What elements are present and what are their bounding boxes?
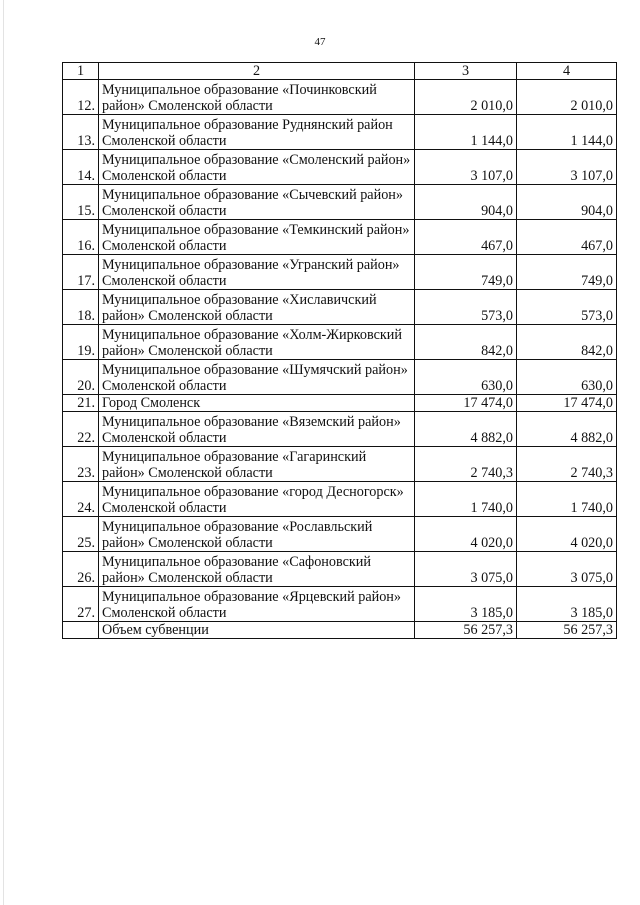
table-row [63, 552, 617, 587]
row-number: 20. [63, 360, 99, 395]
row-col4: 2 740,3 [517, 447, 617, 482]
row-col4: 3 075,0 [517, 552, 617, 587]
row-col4: 1 740,0 [517, 482, 617, 517]
table-body [63, 80, 617, 622]
table-row [63, 395, 617, 412]
row-number: 16. [63, 220, 99, 255]
row-col4: 904,0 [517, 185, 617, 220]
total-label: Объем субвенции [99, 622, 415, 639]
table-row [63, 587, 617, 622]
row-col4: 17 474,0 [517, 395, 617, 412]
row-number: 12. [63, 80, 99, 115]
row-name: Муниципальное образование «Сычевский район» Смоленской области [99, 185, 415, 220]
row-name: Муниципальное образование «Починковский район» Смоленской области [99, 80, 415, 115]
row-name: Муниципальное образование «Смоленский район» Смоленской области [99, 150, 415, 185]
row-col3: 573,0 [415, 290, 517, 325]
row-number: 14. [63, 150, 99, 185]
row-col3: 3 075,0 [415, 552, 517, 587]
row-name: Муниципальное образование «Угранский район» Смоленской области [99, 255, 415, 290]
table-row [63, 220, 617, 255]
row-col3: 2 010,0 [415, 80, 517, 115]
row-col3: 3 185,0 [415, 587, 517, 622]
table-row [63, 185, 617, 220]
table-row [63, 325, 617, 360]
column-header-1: 1 [63, 63, 99, 80]
table-row [63, 412, 617, 447]
row-number: 27. [63, 587, 99, 622]
row-name: Муниципальное образование «Шумячский район» Смоленской области [99, 360, 415, 395]
total-col4: 56 257,3 [517, 622, 617, 639]
row-name: Муниципальное образование «город Десногорск» Смоленской области [99, 482, 415, 517]
row-number: 22. [63, 412, 99, 447]
row-col3: 630,0 [415, 360, 517, 395]
column-header-3: 3 [415, 63, 517, 80]
table-row [63, 115, 617, 150]
page-number: 47 [314, 36, 326, 48]
row-col3: 842,0 [415, 325, 517, 360]
table-row [63, 290, 617, 325]
table-row [63, 150, 617, 185]
row-name: Муниципальное образование «Гагаринский район» Смоленской области [99, 447, 415, 482]
row-col4: 4 020,0 [517, 517, 617, 552]
row-col3: 17 474,0 [415, 395, 517, 412]
row-name: Муниципальное образование «Вяземский район» Смоленской области [99, 412, 415, 447]
row-col3: 749,0 [415, 255, 517, 290]
row-col4: 630,0 [517, 360, 617, 395]
row-number: 25. [63, 517, 99, 552]
total-empty-cell [63, 622, 99, 639]
row-col3: 2 740,3 [415, 447, 517, 482]
row-name: Муниципальное образование «Рославльский район» Смоленской области [99, 517, 415, 552]
row-number: 17. [63, 255, 99, 290]
total-col3: 56 257,3 [415, 622, 517, 639]
row-number: 24. [63, 482, 99, 517]
row-col4: 3 185,0 [517, 587, 617, 622]
row-number: 21. [63, 395, 99, 412]
row-col3: 3 107,0 [415, 150, 517, 185]
table-row [63, 80, 617, 115]
row-col4: 467,0 [517, 220, 617, 255]
scan-edge-shadow [3, 0, 4, 905]
table-header-row [63, 63, 617, 80]
row-name: Муниципальное образование Руднянский район Смоленской области [99, 115, 415, 150]
row-col3: 4 882,0 [415, 412, 517, 447]
row-number: 13. [63, 115, 99, 150]
row-name: Муниципальное образование «Темкинский район» Смоленской области [99, 220, 415, 255]
column-header-4: 4 [517, 63, 617, 80]
row-number: 26. [63, 552, 99, 587]
row-name: Муниципальное образование «Сафоновский район» Смоленской области [99, 552, 415, 587]
row-number: 23. [63, 447, 99, 482]
row-col4: 4 882,0 [517, 412, 617, 447]
table-row [63, 482, 617, 517]
row-col4: 3 107,0 [517, 150, 617, 185]
column-header-2: 2 [99, 63, 415, 80]
row-name: Муниципальное образование «Холм-Жирковский район» Смоленской области [99, 325, 415, 360]
row-number: 15. [63, 185, 99, 220]
row-col4: 2 010,0 [517, 80, 617, 115]
table-row [63, 517, 617, 552]
total-row [63, 622, 617, 639]
table-row [63, 255, 617, 290]
row-name: Муниципальное образование «Ярцевский район» Смоленской области [99, 587, 415, 622]
table-row [63, 360, 617, 395]
row-col3: 1 740,0 [415, 482, 517, 517]
row-col3: 1 144,0 [415, 115, 517, 150]
row-col3: 904,0 [415, 185, 517, 220]
row-col3: 467,0 [415, 220, 517, 255]
row-name: Город Смоленск [99, 395, 415, 412]
row-col4: 573,0 [517, 290, 617, 325]
row-number: 19. [63, 325, 99, 360]
row-name: Муниципальное образование «Хиславичский район» Смоленской области [99, 290, 415, 325]
row-col4: 842,0 [517, 325, 617, 360]
subsidy-table [62, 62, 617, 639]
row-col4: 749,0 [517, 255, 617, 290]
row-number: 18. [63, 290, 99, 325]
table-row [63, 447, 617, 482]
row-col3: 4 020,0 [415, 517, 517, 552]
row-col4: 1 144,0 [517, 115, 617, 150]
